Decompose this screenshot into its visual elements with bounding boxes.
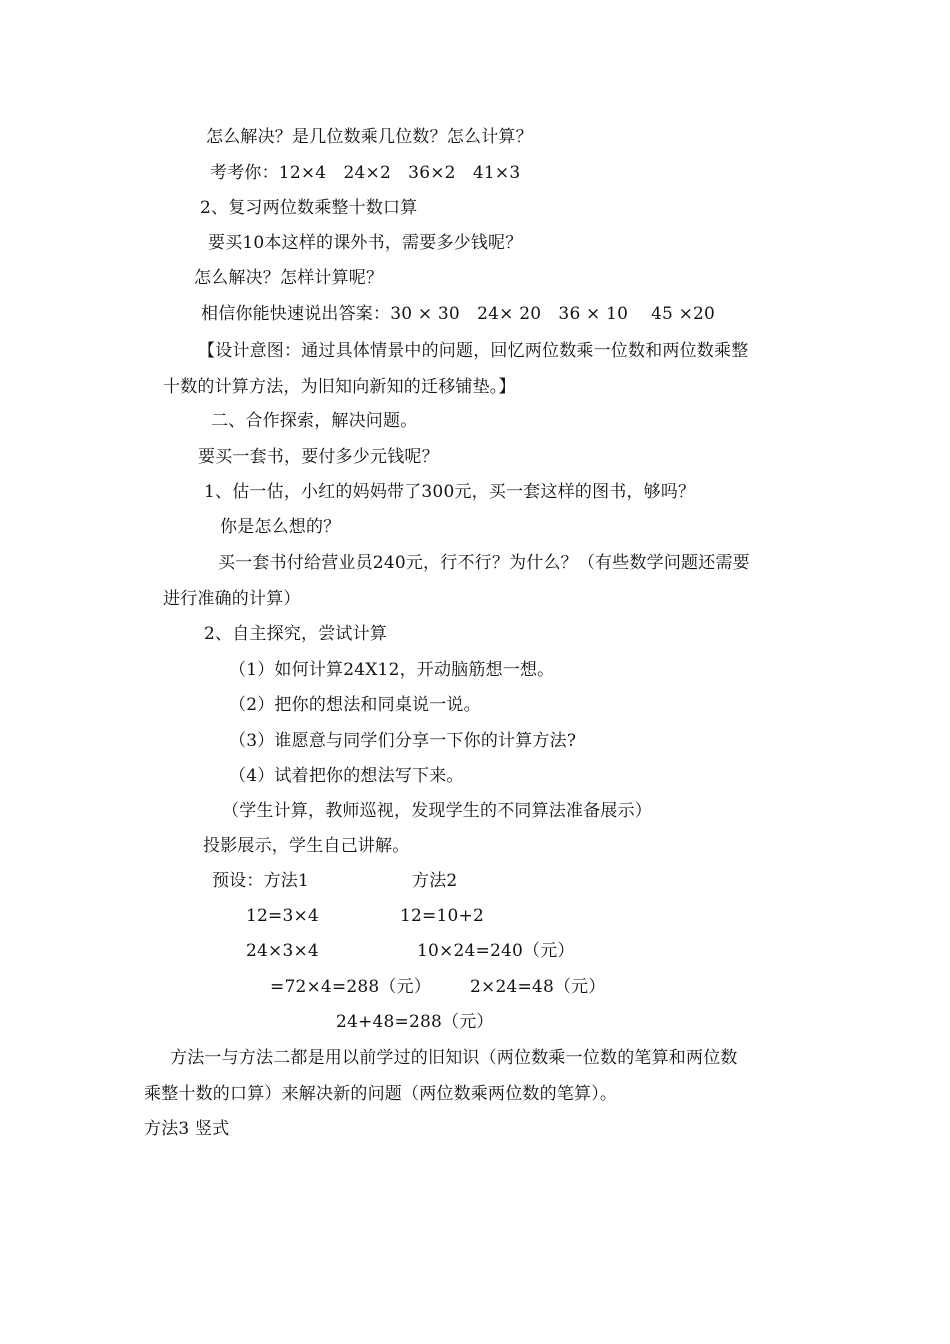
section-heading: 2、自主探究，尝试计算: [204, 624, 388, 644]
method-label: 预设：方法1: [212, 871, 310, 891]
method-label: 方法3 竖式: [144, 1119, 230, 1139]
text-line: 你是怎么想的？: [220, 517, 341, 537]
text-line: 乘整十数的口算）来解决新的问题（两位数乘两位数的笔算）。: [144, 1084, 618, 1104]
text-line: 买一套书付给营业员240元，行不行？为什么？（有些数学问题还需要: [218, 553, 750, 573]
text-line: 1、估一估，小红的妈妈带了300元，买一套这样的图书，够吗？: [204, 482, 696, 502]
text-line: 投影展示，学生自己讲解。: [203, 836, 410, 856]
formula-line: 12=3×4: [246, 906, 319, 926]
text-line: 方法一与方法二都是用以前学过的旧知识（两位数乘一位数的笔算和两位数: [170, 1048, 738, 1068]
section-heading: 二、合作探索，解决问题。: [211, 411, 418, 431]
list-item: （3）谁愿意与同学们分享一下你的计算方法?: [229, 731, 577, 751]
formula-line: 12=10+2: [400, 906, 484, 926]
design-intent-line: 十数的计算方法，为旧知向新知的迁移铺垫。】: [163, 377, 516, 397]
method-label: 方法2: [412, 871, 458, 891]
text-line: 进行准确的计算）: [163, 589, 301, 609]
formula-line: 10×24=240（元）: [417, 941, 575, 961]
design-intent-line: 【设计意图：通过具体情景中的问题，回忆两位数乘一位数和两位数乘整: [198, 341, 749, 361]
list-item: （2）把你的想法和同桌说一说。: [229, 695, 481, 715]
text-line: 考考你：12×4 24×2 36×2 41×3: [210, 163, 521, 183]
text-line: 怎么解决？怎样计算呢？: [194, 268, 384, 288]
text-line: 要买10本这样的课外书，需要多少钱呢？: [208, 233, 523, 253]
formula-line: 24×3×4: [246, 941, 319, 961]
text-line: 相信你能快速说出答案：30 × 30 24× 20 36 × 10 45 ×20: [201, 304, 716, 324]
formula-line: =72×4=288（元）: [270, 977, 432, 997]
list-item: （1）如何计算24X12，开动脑筋想一想。: [229, 660, 555, 680]
text-line: 怎么解决？是几位数乘几位数？怎么计算？: [206, 127, 533, 147]
formula-line: 24+48=288（元）: [336, 1012, 494, 1032]
text-line: 要买一套书，要付多少元钱呢？: [198, 447, 439, 467]
text-line: （学生计算，教师巡视，发现学生的不同算法准备展示）: [222, 801, 652, 821]
section-heading: 2、复习两位数乘整十数口算: [200, 198, 418, 218]
list-item: （4）试着把你的想法写下来。: [229, 766, 464, 786]
formula-line: 2×24=48（元）: [470, 977, 606, 997]
